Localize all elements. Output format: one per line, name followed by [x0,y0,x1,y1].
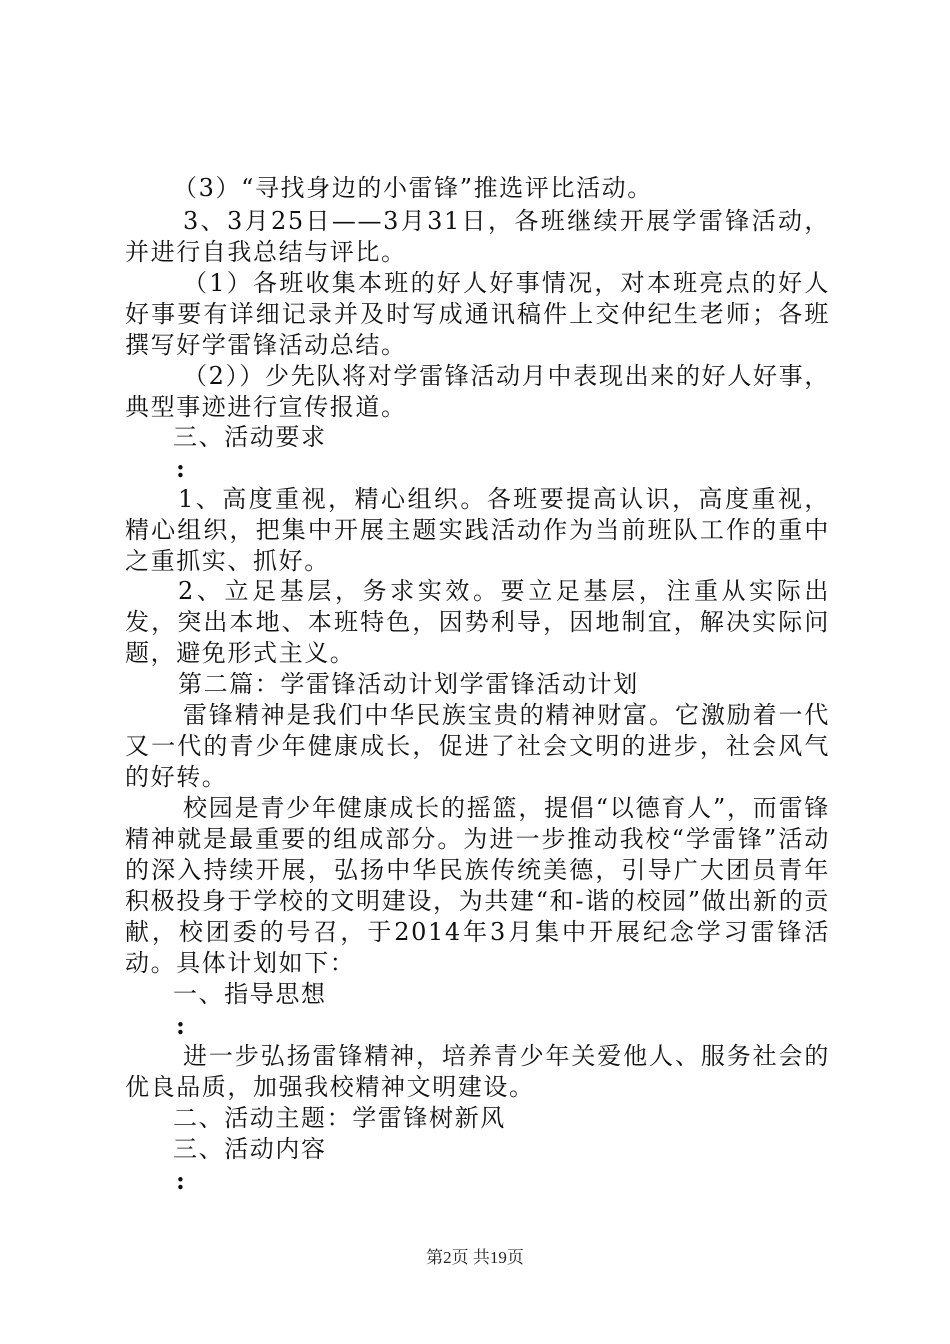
paragraph: （3）“寻找身边的小雷锋”推选评比活动。 [173,174,653,202]
section-heading: 一、指导思想 [173,980,327,1008]
section-heading: 二、活动主题：学雷锋树新风 [173,1104,506,1132]
paragraph: 3、3月25日——3月31日，各班继续开展学雷锋活动，并进行自我总结与评比。 [125,207,830,266]
page-number-footer: 第2页 共19页 [426,1248,524,1267]
paragraph: 进一步弘扬雷锋精神，培养青少年关爱他人、服务社会的优良品质，加强我校精神文明建设。 [125,1042,830,1101]
section-heading: 三、活动内容 [173,1135,327,1163]
chapter-heading: 第二篇：学雷锋活动计划学雷锋活动计划 [178,670,639,698]
colon-mark: : [176,1166,185,1195]
paragraph: （2））少先队将对学雷锋活动月中表现出来的好人好事，典型事迹进行宣传报道。 [125,362,830,421]
colon-mark: : [176,454,185,483]
paragraph: 雷锋精神是我们中华民族宝贵的精神财富。它激励着一代又一代的青少年健康成长，促进了社会文明的进步，社会风气的好转。 [125,701,830,791]
colon-mark: : [176,1011,185,1040]
section-heading: 三、活动要求 [173,423,327,451]
paragraph: 2、立足基层，务求实效。要立足基层，注重从实际出发，突出本地、本班特色，因势利导，因地制宜，解决实际问题，避免形式主义。 [125,577,830,667]
paragraph: 校园是青少年健康成长的摇篮，提倡“以德育人”，而雷锋精神就是最重要的组成部分。为进一步推动我校“学雷锋”活动的深入持续开展，弘扬中华民族传统美德，引导广大团员青年积极投身于学校的文明建设，为共建“和-谐的校园”做出新的贡献，校团委的号召，于2014年3月集中开展纪念学习雷锋活动。具体计划如下： [125,794,830,977]
paragraph: 1、高度重视，精心组织。各班要提高认识，高度重视，精心组织，把集中开展主题实践活动作为当前班队工作的重中之重抓实、抓好。 [125,485,830,575]
paragraph: （1）各班收集本班的好人好事情况，对本班亮点的好人好事要有详细记录并及时写成通讯稿件上交仲纪生老师；各班撰写好学雷锋活动总结。 [125,269,830,359]
